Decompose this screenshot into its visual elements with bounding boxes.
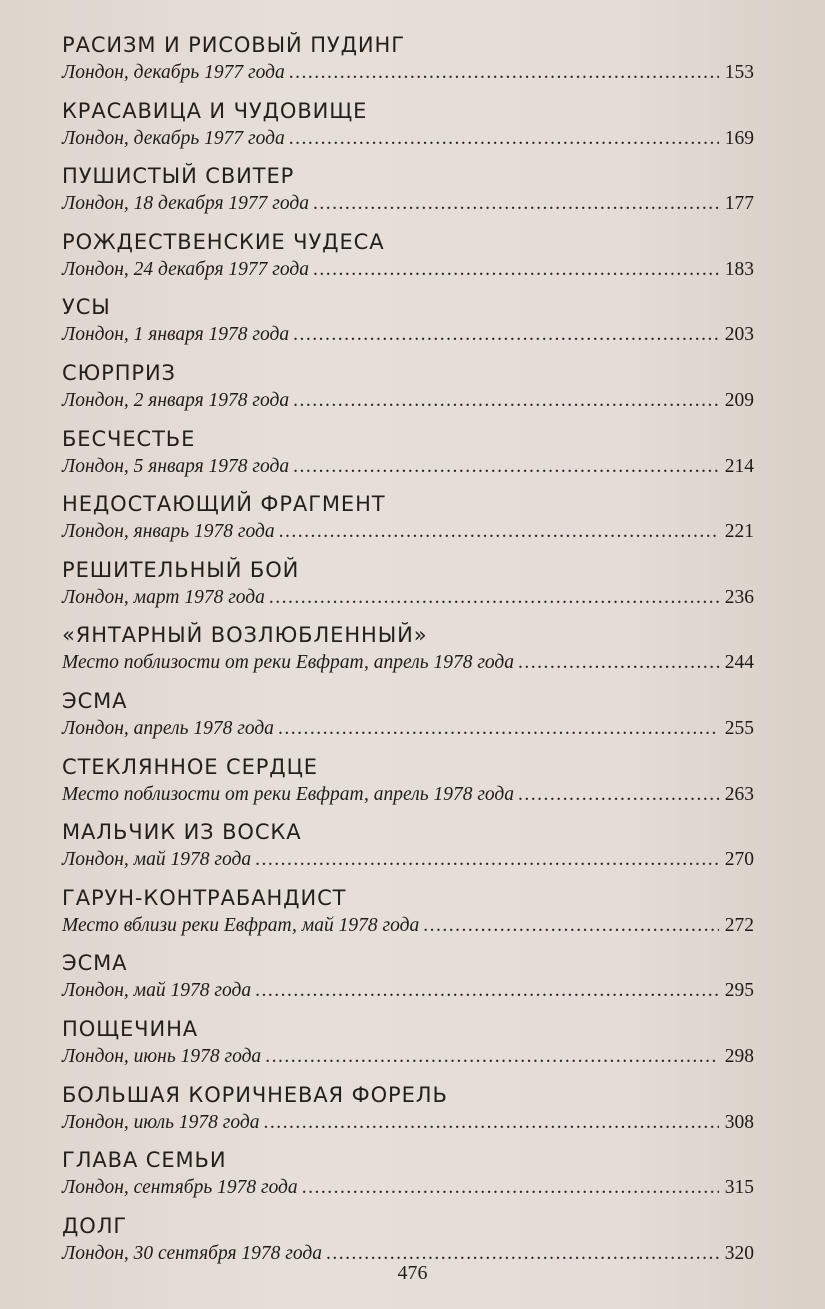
chapter-page-number: 169 bbox=[724, 127, 754, 149]
dot-leader bbox=[289, 126, 719, 152]
chapter-page-number: 295 bbox=[724, 980, 754, 1002]
toc-entry bbox=[62, 30, 754, 96]
chapter-title: БОЛЬШАЯ КОРИЧНЕВАЯ ФОРЕЛЬ bbox=[62, 1082, 448, 1107]
toc-line bbox=[62, 257, 754, 283]
dot-leader bbox=[293, 454, 719, 480]
chapter-title: «ЯНТАРНЫЙ ВОЗЛЮБЛЕННЫЙ» bbox=[62, 623, 428, 648]
chapter-page-number: 214 bbox=[724, 455, 754, 477]
chapter-place-date: Лондон, март 1978 года bbox=[62, 586, 265, 608]
chapter-place-date: Место поблизости от реки Евфрат, апрель 1978 года bbox=[62, 783, 515, 805]
toc-entry bbox=[62, 1145, 754, 1211]
chapter-place-date: Лондон, май 1978 года bbox=[62, 980, 252, 1002]
chapter-title: ПОЩЕЧИНА bbox=[62, 1016, 199, 1041]
dot-leader bbox=[269, 585, 719, 611]
toc-entry bbox=[62, 1014, 754, 1080]
chapter-place-date: Лондон, декабрь 1977 года bbox=[62, 127, 285, 149]
toc-line bbox=[62, 650, 754, 676]
chapter-page-number: 153 bbox=[724, 62, 754, 83]
chapter-page-number: 320 bbox=[724, 1242, 754, 1264]
toc-line bbox=[62, 585, 754, 611]
chapter-title: РАСИЗМ И РИСОВЫЙ ПУДИНГ bbox=[62, 33, 405, 57]
dot-leader bbox=[264, 1110, 719, 1136]
toc-entry bbox=[62, 96, 754, 162]
chapter-page-number: 270 bbox=[724, 849, 754, 871]
chapter-title: ПУШИСТЫЙ СВИТЕР bbox=[62, 164, 295, 189]
toc-entry bbox=[62, 620, 754, 686]
table-of-contents bbox=[62, 30, 754, 1276]
toc-line bbox=[62, 913, 754, 939]
chapter-page-number: 221 bbox=[724, 521, 754, 543]
toc-entry bbox=[62, 948, 754, 1014]
toc-entry bbox=[62, 358, 754, 424]
chapter-title: ГАРУН-КОНТРАБАНДИСТ bbox=[62, 885, 347, 910]
dot-leader bbox=[293, 388, 719, 414]
chapter-place-date: Лондон, 1 января 1978 года bbox=[62, 324, 290, 346]
chapter-page-number: 272 bbox=[724, 914, 754, 936]
toc-line bbox=[62, 60, 754, 86]
toc-line bbox=[62, 978, 754, 1004]
chapter-place-date: Лондон, май 1978 года bbox=[62, 849, 252, 871]
chapter-place-date: Лондон, июль 1978 года bbox=[62, 1111, 260, 1133]
chapter-place-date: Лондон, апрель 1978 года bbox=[62, 717, 274, 739]
toc-entry bbox=[62, 292, 754, 358]
chapter-title: ЭСМА bbox=[62, 688, 128, 713]
dot-leader bbox=[518, 650, 719, 676]
chapter-place-date: Место поблизости от реки Евфрат, апрель 1978 года bbox=[62, 652, 515, 674]
toc-entry bbox=[62, 686, 754, 752]
toc-line bbox=[62, 126, 754, 152]
toc-entry bbox=[62, 1080, 754, 1146]
dot-leader bbox=[313, 191, 719, 217]
toc-line bbox=[62, 1175, 754, 1201]
toc-entry bbox=[62, 227, 754, 293]
dot-leader bbox=[293, 322, 719, 348]
chapter-page-number: 263 bbox=[724, 783, 754, 805]
dot-leader bbox=[278, 716, 719, 742]
toc-line bbox=[62, 322, 754, 348]
chapter-title: НЕДОСТАЮЩИЙ ФРАГМЕНТ bbox=[62, 492, 386, 517]
toc-line bbox=[62, 1044, 754, 1070]
toc-entry bbox=[62, 424, 754, 490]
toc-line bbox=[62, 1110, 754, 1136]
chapter-page-number: 209 bbox=[724, 389, 754, 411]
chapter-title: ЭСМА bbox=[62, 951, 128, 976]
chapter-title: РОЖДЕСТВЕНСКИЕ ЧУДЕСА bbox=[62, 229, 385, 254]
chapter-title: БЕСЧЕСТЬЕ bbox=[62, 426, 196, 451]
chapter-page-number: 255 bbox=[724, 717, 754, 739]
dot-leader bbox=[279, 519, 719, 545]
toc-entry bbox=[62, 752, 754, 818]
chapter-title: СЮРПРИЗ bbox=[62, 360, 176, 385]
chapter-place-date: Лондон, 24 декабря 1977 года bbox=[62, 258, 310, 280]
dot-leader bbox=[255, 978, 719, 1004]
dot-leader bbox=[423, 913, 719, 939]
toc-entry bbox=[62, 489, 754, 555]
chapter-place-date: Лондон, сентябрь 1978 года bbox=[62, 1177, 298, 1199]
chapter-page-number: 308 bbox=[724, 1111, 754, 1133]
dot-leader bbox=[265, 1044, 719, 1070]
dot-leader bbox=[302, 1175, 719, 1201]
chapter-title: КРАСАВИЦА И ЧУДОВИЩЕ bbox=[62, 98, 368, 123]
dot-leader bbox=[289, 60, 719, 86]
chapter-place-date: Лондон, 30 сентября 1978 года bbox=[62, 1242, 322, 1264]
toc-entry bbox=[62, 883, 754, 949]
chapter-page-number: 177 bbox=[724, 193, 754, 215]
chapter-place-date: Лондон, декабрь 1977 года bbox=[62, 62, 285, 83]
chapter-title: ГЛАВА СЕМЬИ bbox=[62, 1148, 227, 1173]
chapter-place-date: Лондон, 5 января 1978 года bbox=[62, 455, 290, 477]
toc-entry bbox=[62, 161, 754, 227]
toc-entry bbox=[62, 555, 754, 621]
chapter-place-date: Лондон, 18 декабря 1977 года bbox=[62, 193, 310, 215]
chapter-page-number: 244 bbox=[724, 652, 754, 674]
toc-line bbox=[62, 716, 754, 742]
toc-line bbox=[62, 454, 754, 480]
dot-leader bbox=[255, 847, 719, 873]
dot-leader bbox=[313, 257, 719, 283]
toc-line bbox=[62, 847, 754, 873]
chapter-page-number: 315 bbox=[724, 1177, 754, 1199]
toc-line bbox=[62, 519, 754, 545]
toc-line bbox=[62, 388, 754, 414]
chapter-page-number: 236 bbox=[724, 586, 754, 608]
chapter-place-date: Лондон, январь 1978 года bbox=[62, 521, 275, 543]
chapter-place-date: Место вблизи реки Евфрат, май 1978 года bbox=[62, 914, 420, 936]
chapter-title: УСЫ bbox=[62, 295, 111, 320]
chapter-page-number: 183 bbox=[724, 258, 754, 280]
toc-line bbox=[62, 782, 754, 808]
chapter-title: ДОЛГ bbox=[62, 1213, 128, 1238]
chapter-page-number: 298 bbox=[724, 1045, 754, 1067]
chapter-title: МАЛЬЧИК ИЗ ВОСКА bbox=[62, 820, 302, 845]
chapter-title: РЕШИТЕЛЬНЫЙ БОЙ bbox=[62, 557, 300, 582]
chapter-place-date: Лондон, июнь 1978 года bbox=[62, 1045, 262, 1067]
toc-entry bbox=[62, 817, 754, 883]
page-number: 476 bbox=[397, 1262, 428, 1284]
chapter-title: СТЕКЛЯННОЕ СЕРДЦЕ bbox=[62, 754, 318, 779]
dot-leader bbox=[518, 782, 719, 808]
chapter-place-date: Лондон, 2 января 1978 года bbox=[62, 389, 290, 411]
toc-line bbox=[62, 191, 754, 217]
chapter-page-number: 203 bbox=[724, 324, 754, 346]
